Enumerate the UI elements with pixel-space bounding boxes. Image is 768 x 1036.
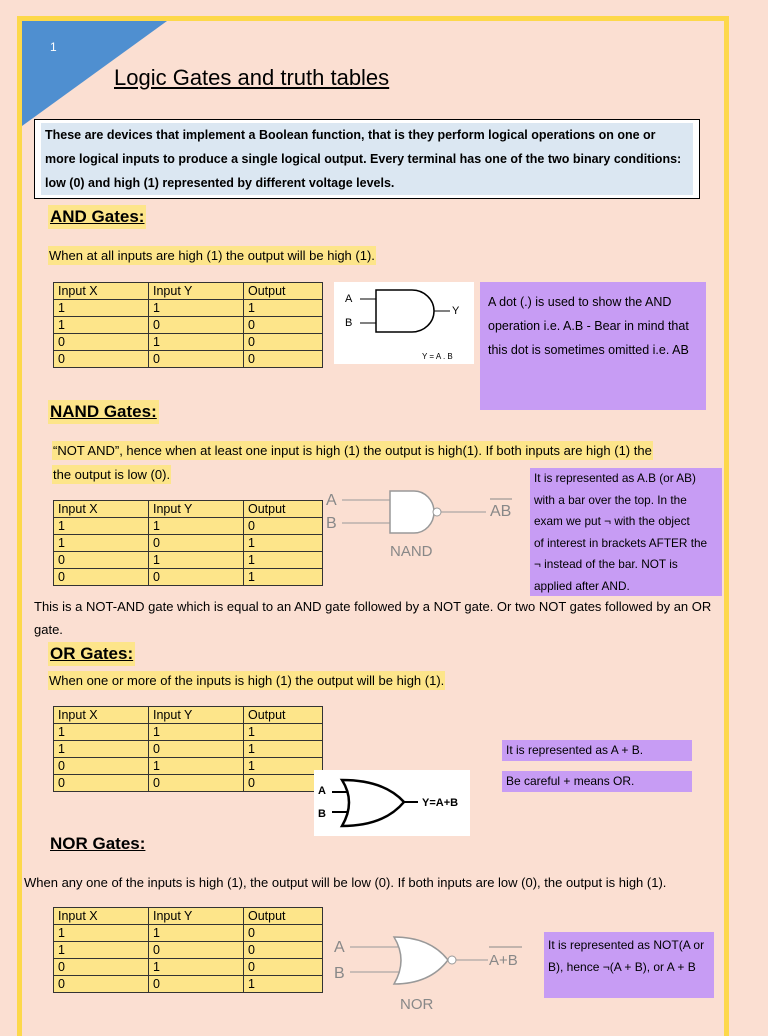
table-cell: 1 — [244, 535, 323, 552]
nor-gate-diagram — [330, 932, 530, 1016]
table-row — [54, 775, 323, 792]
nand-note-line: ¬ instead of the bar. NOT is — [534, 557, 678, 571]
table-cell: 0 — [54, 552, 149, 569]
table-cell: 1 — [149, 959, 244, 976]
nor-truth-table — [53, 907, 323, 993]
table-cell: 0 — [149, 942, 244, 959]
nand-gate-name: NAND — [390, 543, 433, 560]
table-cell: 0 — [244, 959, 323, 976]
and-gate-label-y: Y — [452, 305, 460, 317]
and-gate-formula: Y = A . B — [422, 352, 453, 361]
or-gate-formula: Y=A+B — [422, 797, 459, 809]
table-cell: 1 — [54, 925, 149, 942]
table-cell: 1 — [149, 552, 244, 569]
page-title: Logic Gates and truth tables — [114, 65, 390, 90]
and-truth-table — [53, 282, 323, 368]
table-row — [54, 518, 323, 535]
or-gate-label-b: B — [318, 808, 326, 820]
nand-heading: NAND Gates: — [48, 400, 159, 424]
nand-note-line: with a bar over the top. In the — [534, 492, 687, 507]
table-cell: 0 — [244, 518, 323, 535]
table-header-cell: Output — [244, 283, 323, 300]
intro-text: These are devices that implement a Boolean function, that is they perform logical operations on one or more logical inputs to produce a single logical output. Every terminal has one of the two binary conditions: low (0) and high (1) represented by different voltage levels. — [41, 123, 693, 195]
nand-note-line: of interest in brackets AFTER the — [534, 535, 708, 550]
nand-gate-output: AB — [490, 503, 512, 520]
and-gate-label-a: A — [345, 293, 353, 305]
table-cell: 0 — [149, 569, 244, 586]
table-cell: 1 — [54, 317, 149, 334]
nand-note — [530, 468, 722, 596]
nand-note-line: applied after AND. — [534, 578, 630, 593]
table-cell: 0 — [54, 775, 149, 792]
table-header-cell: Output — [244, 501, 323, 518]
table-header-row — [54, 283, 323, 300]
nand-note-line: It is represented as A.B (or AB) — [534, 471, 696, 485]
or-note-1: It is represented as A + B. — [502, 740, 692, 761]
or-note-2: Be careful + means OR. — [502, 771, 692, 792]
table-row — [54, 317, 323, 334]
table-header-row — [54, 908, 323, 925]
table-header-cell: Input Y — [149, 707, 244, 724]
table-row — [54, 569, 323, 586]
table-cell: 1 — [54, 942, 149, 959]
table-cell: 1 — [244, 300, 323, 317]
table-cell: 0 — [149, 351, 244, 368]
table-header-cell: Input X — [54, 908, 149, 925]
table-row — [54, 535, 323, 552]
table-cell: 0 — [54, 959, 149, 976]
nor-gate-label-a: A — [334, 939, 345, 956]
and-heading: AND Gates: — [48, 205, 146, 229]
table-header-cell: Input Y — [149, 283, 244, 300]
or-truth-table — [53, 706, 323, 792]
table-cell: 0 — [54, 569, 149, 586]
intro-box — [34, 119, 700, 199]
table-cell: 0 — [244, 925, 323, 942]
table-cell: 0 — [244, 334, 323, 351]
table-cell: 0 — [54, 351, 149, 368]
nor-heading: NOR Gates: — [50, 834, 146, 853]
nand-gate-label-b: B — [326, 515, 337, 532]
table-cell: 1 — [149, 518, 244, 535]
nand-gate-label-a: A — [326, 492, 337, 509]
table-cell: 0 — [54, 334, 149, 351]
nor-description: When any one of the inputs is high (1), the output will be low (0). If both inputs are low (0), the output is high (1). — [24, 875, 667, 890]
table-cell: 0 — [244, 942, 323, 959]
or-description: When one or more of the inputs is high (1) the output will be high (1). — [49, 673, 445, 688]
table-row — [54, 942, 323, 959]
table-row — [54, 300, 323, 317]
nand-gate-diagram — [322, 488, 522, 562]
table-row — [54, 351, 323, 368]
table-cell: 1 — [244, 724, 323, 741]
table-header-row — [54, 707, 323, 724]
table-cell: 1 — [149, 334, 244, 351]
nor-note: It is represented as NOT(A or B), hence ¬(A + B), or A + B — [544, 932, 714, 998]
and-description: When at all inputs are high (1) the output will be high (1). — [49, 248, 375, 263]
page-number: 1 — [50, 40, 57, 54]
table-cell: 1 — [244, 758, 323, 775]
table-header-cell: Output — [244, 908, 323, 925]
nand-explanation: This is a NOT-AND gate which is equal to an AND gate followed by a NOT gate. Or two NOT gates followed by an OR gate. — [34, 599, 712, 637]
table-cell: 0 — [54, 976, 149, 993]
table-cell: 0 — [54, 758, 149, 775]
and-gate-label-b: B — [345, 317, 353, 329]
table-cell: 0 — [244, 775, 323, 792]
nand-truth-table — [53, 500, 323, 586]
table-cell: 0 — [149, 741, 244, 758]
table-cell: 1 — [54, 724, 149, 741]
table-row — [54, 959, 323, 976]
table-header-cell: Input X — [54, 707, 149, 724]
table-header-cell: Output — [244, 707, 323, 724]
and-gate-diagram — [334, 282, 474, 364]
nor-gate-label-b: B — [334, 965, 345, 982]
table-cell: 1 — [54, 741, 149, 758]
table-cell: 1 — [54, 300, 149, 317]
table-cell: 1 — [149, 758, 244, 775]
table-cell: 1 — [244, 552, 323, 569]
table-cell: 1 — [244, 976, 323, 993]
table-header-cell: Input Y — [149, 908, 244, 925]
table-cell: 1 — [54, 535, 149, 552]
table-cell: 1 — [244, 741, 323, 758]
table-row — [54, 552, 323, 569]
table-row — [54, 724, 323, 741]
table-cell: 0 — [244, 317, 323, 334]
table-cell: 0 — [244, 351, 323, 368]
nor-gate-name: NOR — [400, 996, 434, 1013]
table-header-row — [54, 501, 323, 518]
table-row — [54, 334, 323, 351]
table-cell: 0 — [149, 775, 244, 792]
table-cell: 1 — [149, 724, 244, 741]
table-row — [54, 758, 323, 775]
and-note: A dot (.) is used to show the AND operation i.e. A.B - Bear in mind that this dot is sometimes omitted i.e. AB — [480, 282, 706, 410]
table-cell: 1 — [149, 300, 244, 317]
table-cell: 1 — [54, 518, 149, 535]
nand-description-1: “NOT AND”, hence when at least one input is high (1) the output is high(1). If both inputs are high (1) the — [53, 443, 652, 458]
table-row — [54, 741, 323, 758]
or-gate-label-a: A — [318, 785, 326, 797]
table-header-cell: Input Y — [149, 501, 244, 518]
table-cell: 1 — [244, 569, 323, 586]
table-cell: 0 — [149, 976, 244, 993]
nor-gate-output: A+B — [489, 952, 518, 969]
table-cell: 1 — [149, 925, 244, 942]
table-cell: 0 — [149, 317, 244, 334]
or-gate-diagram — [314, 770, 470, 836]
table-header-cell: Input X — [54, 501, 149, 518]
table-cell: 0 — [149, 535, 244, 552]
nand-description-2: the output is low (0). — [53, 467, 171, 482]
table-row — [54, 976, 323, 993]
table-row — [54, 925, 323, 942]
nand-note-line: exam we put ¬ with the object — [534, 514, 690, 528]
table-header-cell: Input X — [54, 283, 149, 300]
or-heading: OR Gates: — [48, 642, 135, 666]
